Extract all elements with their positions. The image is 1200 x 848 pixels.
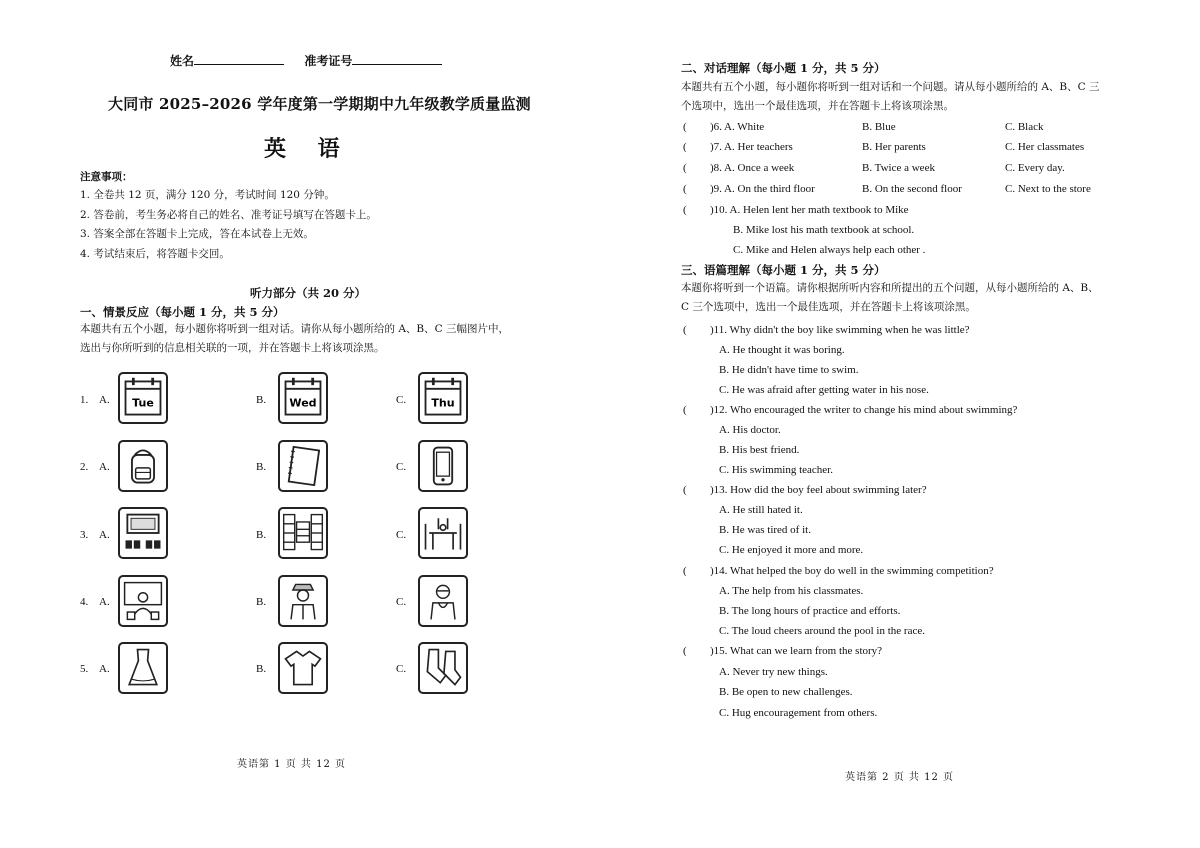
name-field (170, 52, 442, 69)
library-icon[interactable] (278, 507, 328, 559)
option-a[interactable]: )10. A. Helen lent her math textbook to Mike (710, 204, 909, 216)
option-b[interactable]: B. Blue (862, 121, 896, 133)
option-a[interactable]: )6. A. White (710, 121, 765, 133)
question-stem: )15. What can we learn from the story? (710, 645, 883, 657)
option-c-label: C. (396, 394, 407, 406)
calendar-thu-icon[interactable] (418, 372, 468, 424)
section-3-instructions (681, 279, 1099, 317)
backpack-icon[interactable] (118, 440, 168, 492)
page-1-footer: 英语第 1 页 共 12 页 (237, 759, 346, 770)
answer-paren[interactable]: ( (683, 645, 687, 657)
dining-table-icon[interactable] (418, 507, 468, 559)
option-b-label: B. (256, 529, 267, 541)
instruction-line: 本题共有五个小题，每小题你将听到一组对话。请你从每小题所给的 A、B、C 三幅图片中， (80, 323, 510, 335)
section-3-heading: 三、语篇理解（每小题 1 分，共 5 分） (681, 263, 886, 277)
question-number: 1. (80, 394, 89, 406)
question-stem: )11. Why didn't the boy like swimming when he was little? (710, 324, 970, 336)
teacher-icon[interactable] (118, 575, 168, 627)
option-c[interactable]: C. Black (1005, 121, 1044, 133)
question-number: 4. (80, 596, 89, 608)
exam-id-blank[interactable] (352, 52, 442, 65)
option-a[interactable]: A. The help from his classmates. (719, 585, 864, 597)
option-b[interactable]: B. Her parents (862, 141, 926, 153)
option-c[interactable]: C. Next to the store (1005, 183, 1091, 195)
option-c[interactable]: C. Mike and Helen always help each other . (733, 244, 926, 256)
name-label: 姓名 (170, 54, 195, 68)
option-c[interactable]: C. Hug encouragement from others. (719, 707, 878, 719)
answer-paren[interactable]: ( (683, 404, 687, 416)
question-stem: )13. How did the boy feel about swimming later? (710, 484, 927, 496)
note-item: 1. 全卷共 12 页，满分 120 分，考试时间 120 分钟。 (80, 189, 335, 201)
instruction-line: C 三个选项中，选出一个最佳选项，并在答题卡上将该项涂黑。 (681, 301, 976, 313)
option-a[interactable]: )7. A. Her teachers (710, 141, 793, 153)
option-c[interactable]: C. Every day. (1005, 162, 1065, 174)
option-c[interactable]: C. Her classmates (1005, 141, 1085, 153)
calendar-wed-icon[interactable] (278, 372, 328, 424)
option-a-label: A. (99, 529, 110, 541)
section-2-instructions (681, 78, 1100, 116)
option-b[interactable]: B. Be open to new challenges. (719, 686, 853, 698)
doctor-icon[interactable] (418, 575, 468, 627)
option-b[interactable]: B. Mike lost his math textbook at school. (733, 224, 915, 236)
note-item: 3. 答案全部在答题卡上完成，答在本试卷上无效。 (80, 228, 314, 240)
instruction-line: 个选项中，选出一个最佳选项，并在答题卡上将该项涂黑。 (681, 100, 954, 112)
option-a-label: A. (99, 461, 110, 473)
option-c-label: C. (396, 529, 407, 541)
exam-id-label: 准考证号 (304, 54, 353, 68)
answer-paren[interactable]: ( (683, 121, 687, 133)
option-b[interactable]: B. Twice a week (862, 162, 935, 174)
name-blank[interactable] (194, 52, 284, 65)
answer-paren[interactable]: ( (683, 484, 687, 496)
option-c-label: C. (396, 461, 407, 473)
socks-icon[interactable] (418, 642, 468, 694)
answer-paren[interactable]: ( (683, 183, 687, 195)
subject-title: 英 语 (264, 136, 352, 162)
police-officer-icon[interactable] (278, 575, 328, 627)
option-a-label: A. (99, 663, 110, 675)
option-a[interactable]: A. His doctor. (719, 424, 781, 436)
instruction-line: 选出与你所听到的信息相关联的一项，并在答题卡上将该项涂黑。 (80, 342, 385, 354)
note-item: 2. 答卷前，考生务必将自己的姓名、准考证号填写在答题卡上。 (80, 208, 377, 221)
option-b-label: B. (256, 461, 267, 473)
option-c-label: C. (396, 663, 407, 675)
notes-heading: 注意事项： (80, 171, 133, 183)
dress-icon[interactable] (118, 642, 168, 694)
calendar-day-label: Wed (289, 396, 317, 410)
phone-icon[interactable] (418, 440, 468, 492)
option-b[interactable]: B. His best friend. (719, 444, 800, 456)
option-a[interactable]: A. He thought it was boring. (719, 344, 845, 356)
section-1-instructions (80, 320, 509, 358)
listening-part-heading: 听力部分（共 20 分） (250, 286, 367, 300)
answer-paren[interactable]: ( (683, 324, 687, 336)
option-b-label: B. (256, 394, 267, 406)
exam-title: 大同市 2025–2026 学年度第一学期期中九年级教学质量监测 (108, 95, 531, 113)
answer-paren[interactable]: ( (683, 162, 687, 174)
calendar-day-label: Thu (431, 396, 455, 410)
option-a[interactable]: A. He still hated it. (719, 504, 803, 516)
option-a[interactable]: )8. A. Once a week (710, 162, 795, 174)
instruction-line: 本题共有五个小题，每小题你将听到一组对话和一个问题。请从每小题所给的 A、B、C 三 (681, 81, 1100, 93)
question-number: 5. (80, 663, 89, 675)
option-b-label: B. (256, 596, 267, 608)
option-c[interactable]: C. He was afraid after getting water in his nose. (719, 384, 929, 396)
answer-paren[interactable]: ( (683, 141, 687, 153)
page-2-footer: 英语第 2 页 共 12 页 (845, 772, 954, 783)
option-b[interactable]: B. The long hours of practice and efforts. (719, 605, 901, 617)
option-c-label: C. (396, 596, 407, 608)
answer-paren[interactable]: ( (683, 204, 687, 216)
question-number: 3. (80, 529, 89, 541)
option-a-label: A. (99, 394, 110, 406)
notes-list (80, 186, 377, 264)
option-b-label: B. (256, 663, 267, 675)
note-item: 4. 考试结束后，将答题卡交回。 (80, 247, 230, 260)
option-c[interactable]: C. He enjoyed it more and more. (719, 544, 864, 556)
calendar-day-label: Tue (132, 396, 154, 410)
option-a[interactable]: A. Never try new things. (719, 666, 828, 678)
option-b[interactable]: B. He didn't have time to swim. (719, 364, 859, 376)
instruction-line: 本题你将听到一个语篇。请你根据所听内容和所提出的五个问题，从每小题所给的 A、B、 (681, 282, 1099, 294)
question-stem: )14. What helped the boy do well in the swimming competition? (710, 565, 994, 577)
tshirt-icon[interactable] (278, 642, 328, 694)
question-stem: )12. Who encouraged the writer to change his mind about swimming? (710, 404, 1018, 416)
option-c[interactable]: C. His swimming teacher. (719, 464, 833, 476)
section-1-heading: 一、情景反应（每小题 1 分，共 5 分） (80, 305, 285, 319)
option-a[interactable]: )9. A. On the third floor (710, 183, 815, 195)
option-a-label: A. (99, 596, 110, 608)
section-2-heading: 二、对话理解（每小题 1 分，共 5 分） (681, 61, 886, 75)
question-number: 2. (80, 461, 89, 473)
notebook-icon[interactable] (278, 440, 328, 492)
answer-paren[interactable]: ( (683, 565, 687, 577)
calendar-tue-icon[interactable] (118, 372, 168, 424)
option-b[interactable]: B. On the second floor (862, 183, 962, 195)
option-b[interactable]: B. He was tired of it. (719, 524, 811, 536)
option-c[interactable]: C. The loud cheers around the pool in the race. (719, 625, 925, 637)
cinema-icon[interactable] (118, 507, 168, 559)
